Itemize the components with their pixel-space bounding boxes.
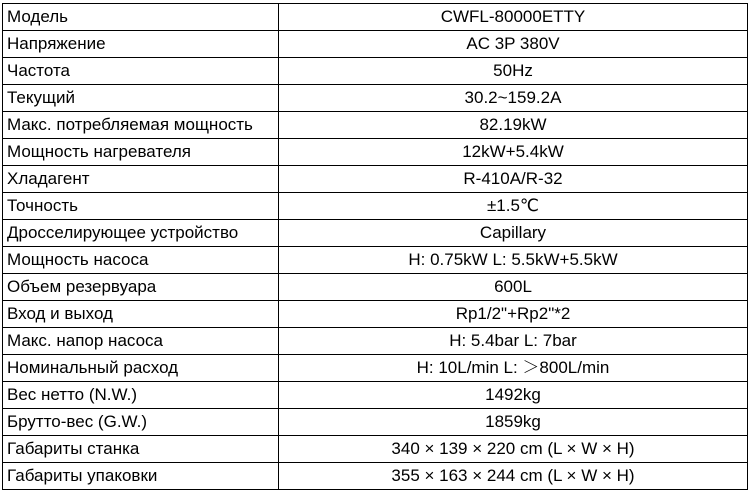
table-row xyxy=(3,301,748,328)
table-row xyxy=(3,85,748,112)
table-row xyxy=(3,382,748,409)
spec-label: Модель xyxy=(3,4,279,31)
spec-label: Вес нетто (N.W.) xyxy=(3,382,279,409)
table-row xyxy=(3,355,748,382)
spec-value: 1859kg xyxy=(279,409,748,436)
spec-label: Текущий xyxy=(3,85,279,112)
spec-value: Capillary xyxy=(279,220,748,247)
table-row xyxy=(3,139,748,166)
spec-value: 355 × 163 × 244 cm (L × W × H) xyxy=(279,463,748,490)
spec-label: Объем резервуара xyxy=(3,274,279,301)
spec-label: Габариты станка xyxy=(3,436,279,463)
spec-label: Хладагент xyxy=(3,166,279,193)
spec-value: 30.2~159.2A xyxy=(279,85,748,112)
table-row xyxy=(3,220,748,247)
spec-label: Частота xyxy=(3,58,279,85)
spec-value: 600L xyxy=(279,274,748,301)
spec-value: 50Hz xyxy=(279,58,748,85)
spec-table xyxy=(2,3,748,490)
spec-label: Номинальный расход xyxy=(3,355,279,382)
spec-value: H: 5.4bar L: 7bar xyxy=(279,328,748,355)
spec-value: ±1.5℃ xyxy=(279,193,748,220)
spec-value: 82.19kW xyxy=(279,112,748,139)
table-row xyxy=(3,112,748,139)
spec-value: 340 × 139 × 220 cm (L × W × H) xyxy=(279,436,748,463)
table-row xyxy=(3,247,748,274)
table-row xyxy=(3,409,748,436)
table-row xyxy=(3,463,748,490)
spec-label: Брутто-вес (G.W.) xyxy=(3,409,279,436)
spec-value: 1492kg xyxy=(279,382,748,409)
spec-value: H: 10L/min L: ＞800L/min xyxy=(279,355,748,382)
table-row xyxy=(3,31,748,58)
spec-label: Дросселирующее устройство xyxy=(3,220,279,247)
table-row xyxy=(3,166,748,193)
table-row xyxy=(3,193,748,220)
spec-label: Напряжение xyxy=(3,31,279,58)
table-row xyxy=(3,328,748,355)
spec-label: Мощность нагревателя xyxy=(3,139,279,166)
spec-value: Rp1/2"+Rp2"*2 xyxy=(279,301,748,328)
spec-label: Мощность насоса xyxy=(3,247,279,274)
table-row xyxy=(3,274,748,301)
table-row xyxy=(3,4,748,31)
table-row xyxy=(3,436,748,463)
spec-value: AC 3P 380V xyxy=(279,31,748,58)
spec-label: Макс. потребляемая мощность xyxy=(3,112,279,139)
spec-label: Габариты упаковки xyxy=(3,463,279,490)
table-row xyxy=(3,58,748,85)
spec-label: Вход и выход xyxy=(3,301,279,328)
spec-value: CWFL-80000ETTY xyxy=(279,4,748,31)
spec-label: Точность xyxy=(3,193,279,220)
spec-value: R-410A/R-32 xyxy=(279,166,748,193)
spec-value: H: 0.75kW L: 5.5kW+5.5kW xyxy=(279,247,748,274)
spec-value: 12kW+5.4kW xyxy=(279,139,748,166)
spec-label: Макс. напор насоса xyxy=(3,328,279,355)
